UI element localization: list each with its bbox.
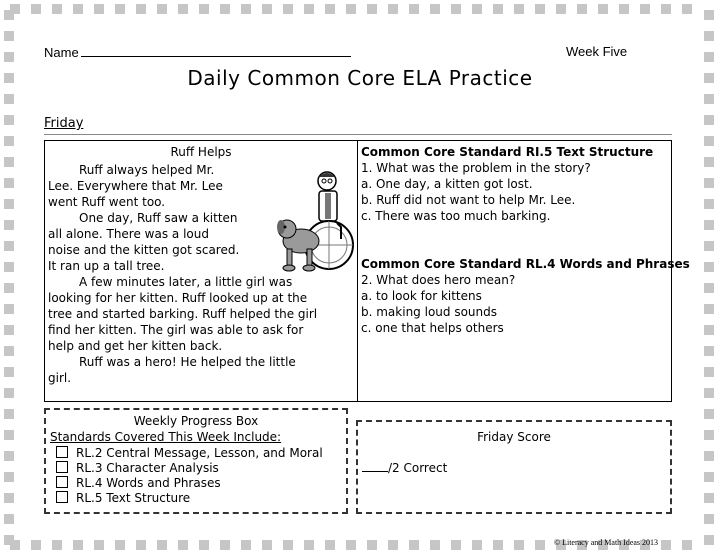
answer-option[interactable]: c. There was too much barking. xyxy=(361,209,551,223)
week-label: Week Five xyxy=(566,44,628,59)
name-label: Name xyxy=(44,45,79,60)
border-square xyxy=(704,367,714,377)
name-field[interactable] xyxy=(44,44,351,60)
progress-item xyxy=(56,476,221,490)
border-square xyxy=(704,262,714,272)
border-square xyxy=(31,540,41,550)
border-square xyxy=(704,346,714,356)
border-square xyxy=(4,10,14,20)
border-square xyxy=(4,535,14,545)
border-square xyxy=(136,540,146,550)
border-square xyxy=(704,304,714,314)
border-square xyxy=(704,136,714,146)
copyright: © Literacy and Math Ideas 2013 xyxy=(554,538,659,547)
border-square xyxy=(4,346,14,356)
border-square xyxy=(4,220,14,230)
border-square xyxy=(52,540,62,550)
story-line: noise and the kitten got scared. xyxy=(48,243,240,257)
story-line: all alone. There was a loud xyxy=(48,227,209,241)
column-divider xyxy=(357,141,358,401)
border-square xyxy=(262,540,272,550)
day-divider xyxy=(44,134,672,135)
border-square xyxy=(704,388,714,398)
border-square xyxy=(178,540,188,550)
man-in-wheelchair-with-dog-illustration xyxy=(271,167,361,277)
border-square xyxy=(4,262,14,272)
story-line: It ran up a tall tree. xyxy=(48,259,165,273)
border-square xyxy=(304,540,314,550)
answer-option[interactable]: a. to look for kittens xyxy=(361,289,482,303)
questions-panel xyxy=(359,141,690,401)
border-square xyxy=(262,4,272,14)
border-square xyxy=(4,472,14,482)
border-square xyxy=(4,31,14,41)
border-square xyxy=(157,540,167,550)
border-square xyxy=(367,540,377,550)
progress-item xyxy=(56,491,190,505)
border-square xyxy=(514,540,524,550)
border-square xyxy=(4,430,14,440)
border-square xyxy=(283,4,293,14)
border-square xyxy=(136,4,146,14)
border-square xyxy=(472,4,482,14)
checkbox[interactable] xyxy=(56,491,68,503)
border-square xyxy=(4,115,14,125)
border-square xyxy=(409,4,419,14)
answer-option[interactable]: b. Ruff did not want to help Mr. Lee. xyxy=(361,193,576,207)
border-square xyxy=(94,540,104,550)
score-blank[interactable] xyxy=(362,460,388,472)
progress-subtitle: Standards Covered This Week Include: xyxy=(50,430,282,444)
question-prompt: 1. What was the problem in the story? xyxy=(361,161,591,175)
border-square xyxy=(4,199,14,209)
border-square xyxy=(115,4,125,14)
border-square xyxy=(52,4,62,14)
score-correct xyxy=(362,460,447,475)
border-square xyxy=(704,115,714,125)
name-blank[interactable] xyxy=(81,44,351,57)
progress-item-label: RL.2 Central Message, Lesson, and Moral xyxy=(76,446,323,460)
question-standard: Common Core Standard RL.4 Words and Phrases xyxy=(361,257,690,271)
question-prompt: 2. What does hero mean? xyxy=(361,273,516,287)
border-square xyxy=(661,4,671,14)
border-square xyxy=(535,540,545,550)
story-line: Ruff always helped Mr. xyxy=(79,163,215,177)
border-square xyxy=(4,493,14,503)
checkbox[interactable] xyxy=(56,461,68,473)
border-square xyxy=(598,4,608,14)
border-square xyxy=(346,4,356,14)
border-square xyxy=(241,540,251,550)
story-line: looking for her kitten. Ruff looked up at the xyxy=(48,291,308,305)
score-correct-label: /2 Correct xyxy=(388,461,448,475)
border-square xyxy=(704,94,714,104)
border-square xyxy=(619,4,629,14)
story-line: find her kitten. The girl was able to ask for xyxy=(48,323,304,337)
border-square xyxy=(682,4,692,14)
border-square xyxy=(704,283,714,293)
checkbox[interactable] xyxy=(56,446,68,458)
border-square xyxy=(4,325,14,335)
answer-option[interactable]: b. making loud sounds xyxy=(361,305,497,319)
border-square xyxy=(640,4,650,14)
border-square xyxy=(325,540,335,550)
progress-item xyxy=(56,446,323,460)
border-square xyxy=(4,178,14,188)
border-square xyxy=(4,388,14,398)
progress-item-label: RL.4 Words and Phrases xyxy=(76,476,221,490)
border-square xyxy=(704,52,714,62)
story-line: went Ruff went too. xyxy=(48,195,166,209)
border-square xyxy=(220,540,230,550)
border-square xyxy=(73,4,83,14)
border-square xyxy=(4,283,14,293)
story-line: One day, Ruff saw a kitten xyxy=(79,211,238,225)
weekly-progress-box xyxy=(44,408,348,514)
border-square xyxy=(4,52,14,62)
border-square xyxy=(704,430,714,440)
story-line: help and get her kitten back. xyxy=(48,339,223,353)
border-square xyxy=(451,540,461,550)
border-square xyxy=(704,451,714,461)
border-square xyxy=(430,540,440,550)
story-line: Lee. Everywhere that Mr. Lee xyxy=(48,179,223,193)
border-square xyxy=(4,367,14,377)
border-square xyxy=(704,157,714,167)
border-square xyxy=(535,4,545,14)
progress-item-label: RL.3 Character Analysis xyxy=(76,461,219,475)
day-label: Friday xyxy=(44,116,84,131)
border-square xyxy=(388,540,398,550)
story-line: tree and started barking. Ruff helped the girl xyxy=(48,307,318,321)
border-square xyxy=(704,409,714,419)
border-square xyxy=(577,4,587,14)
border-square xyxy=(493,4,503,14)
border-square xyxy=(199,4,209,14)
question-standard: Common Core Standard RI.5 Text Structure xyxy=(361,145,654,159)
border-square xyxy=(346,540,356,550)
border-square xyxy=(220,4,230,14)
border-square xyxy=(704,325,714,335)
border-square xyxy=(493,540,503,550)
story-line: A few minutes later, a little girl was xyxy=(79,275,293,289)
border-square xyxy=(4,94,14,104)
border-square xyxy=(430,4,440,14)
story-line: Ruff was a hero! He helped the little xyxy=(79,355,296,369)
progress-title: Weekly Progress Box xyxy=(133,414,259,428)
answer-option[interactable]: c. one that helps others xyxy=(361,321,504,335)
checkbox[interactable] xyxy=(56,476,68,488)
border-square xyxy=(178,4,188,14)
border-square xyxy=(704,199,714,209)
border-square xyxy=(704,514,714,524)
score-title: Friday Score xyxy=(477,430,551,444)
story-line: girl. xyxy=(48,371,72,385)
border-square xyxy=(704,10,714,20)
border-square xyxy=(704,535,714,545)
border-square xyxy=(514,4,524,14)
border-square xyxy=(704,241,714,251)
border-square xyxy=(241,4,251,14)
border-square xyxy=(472,540,482,550)
border-square xyxy=(4,157,14,167)
border-square xyxy=(451,4,461,14)
border-square xyxy=(283,540,293,550)
border-square xyxy=(4,241,14,251)
top-border xyxy=(0,4,720,16)
border-square xyxy=(73,540,83,550)
border-square xyxy=(704,493,714,503)
border-square xyxy=(704,472,714,482)
border-square xyxy=(4,409,14,419)
border-square xyxy=(157,4,167,14)
story-title: Ruff Helps xyxy=(170,145,232,159)
answer-option[interactable]: a. One day, a kitten got lost. xyxy=(361,177,533,191)
page-title: Daily Common Core ELA Practice xyxy=(187,66,533,90)
border-square xyxy=(4,451,14,461)
border-square xyxy=(704,178,714,188)
border-square xyxy=(704,31,714,41)
border-square xyxy=(682,540,692,550)
border-square xyxy=(4,304,14,314)
border-square xyxy=(325,4,335,14)
border-square xyxy=(115,540,125,550)
border-square xyxy=(31,4,41,14)
friday-score-box xyxy=(356,420,672,514)
main-section xyxy=(44,140,690,402)
border-square xyxy=(94,4,104,14)
border-square xyxy=(704,220,714,230)
border-square xyxy=(4,514,14,524)
border-square xyxy=(304,4,314,14)
border-square xyxy=(409,540,419,550)
border-square xyxy=(556,4,566,14)
border-square xyxy=(199,540,209,550)
progress-item xyxy=(56,461,219,475)
border-square xyxy=(661,540,671,550)
border-square xyxy=(4,136,14,146)
border-square xyxy=(388,4,398,14)
border-square xyxy=(367,4,377,14)
progress-item-label: RL.5 Text Structure xyxy=(76,491,191,505)
